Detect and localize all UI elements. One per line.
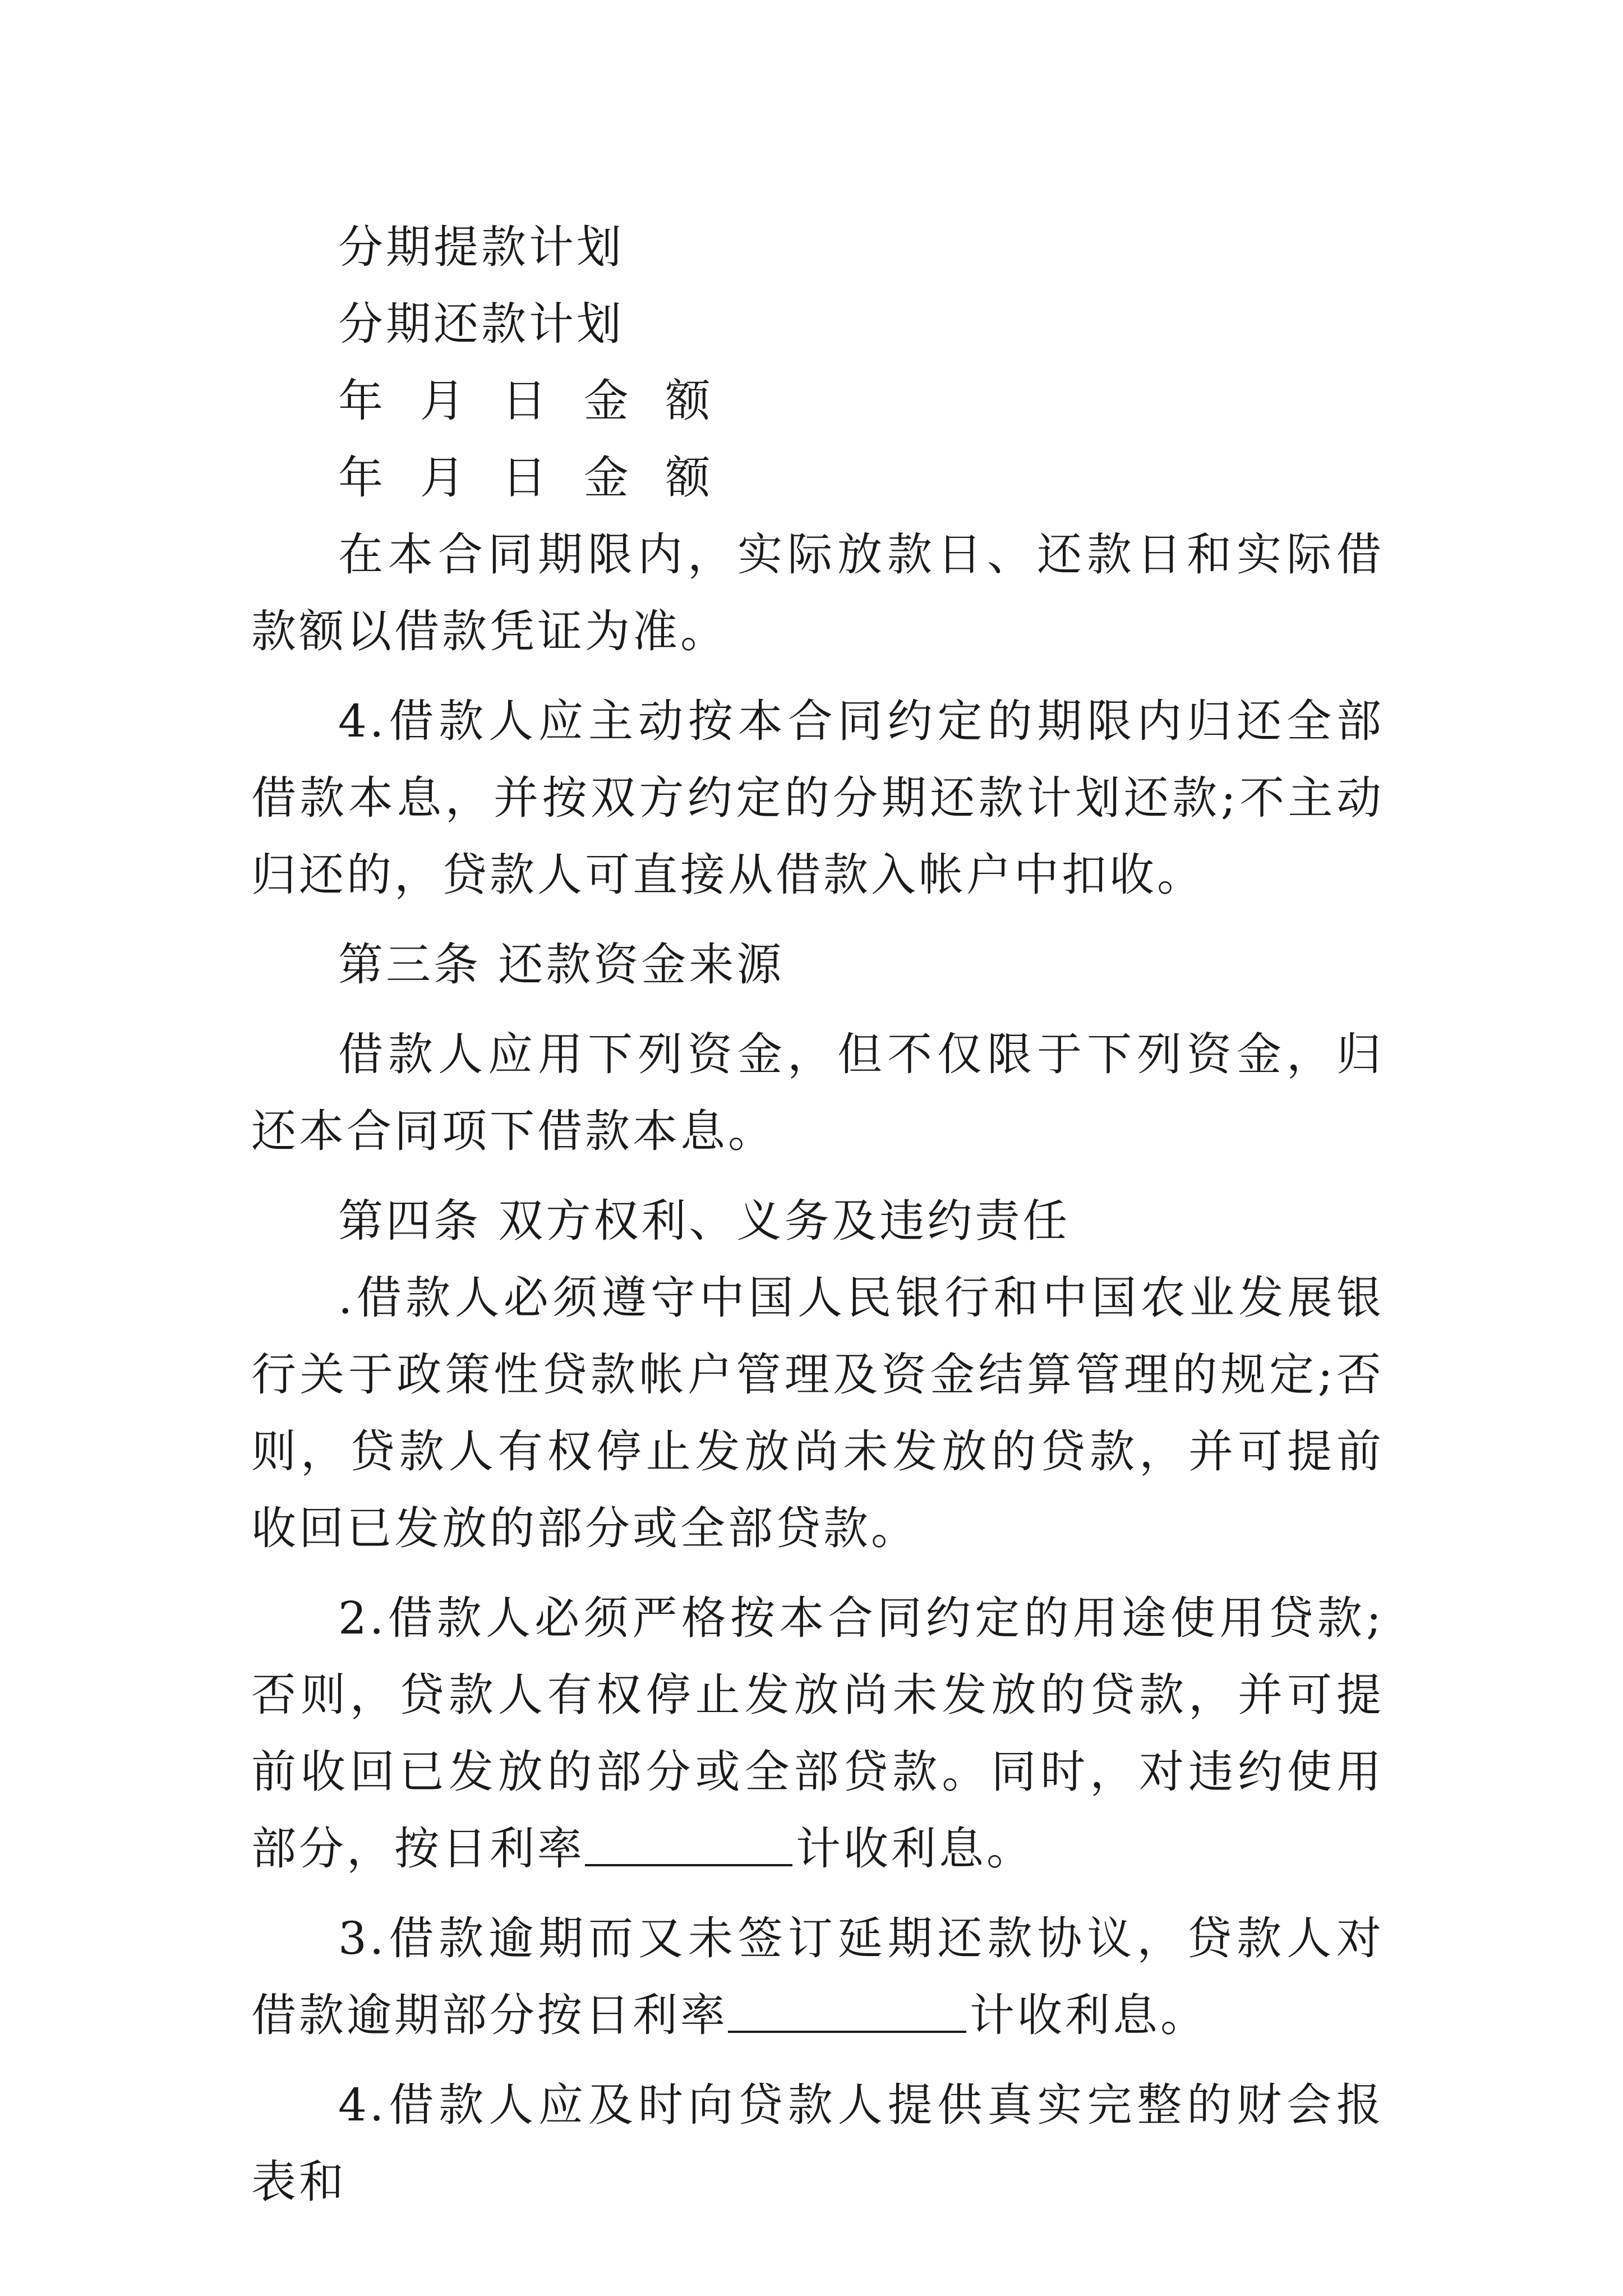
draw-plan-title: 分期提款计划 xyxy=(338,221,624,273)
repay-plan-title: 分期还款计划 xyxy=(338,298,624,350)
daily-rate-blank xyxy=(585,1864,792,1866)
clause-account-management: .借款人必须遵守中国人民银行和中国农业发展银行关于政策性贷款帐户管理及资金结算管理的规定;否则，贷款人有权停止发放尚未发放的贷款，并可提前收回已发放的部分或全部贷款。 xyxy=(251,1272,1384,1554)
date-amount-row: 年 月 日 金 额 xyxy=(338,375,713,427)
article-4-heading: 第四条 双方权利、义务及违约责任 xyxy=(338,1195,1071,1247)
loan-voucher-note: 在本合同期限内，实际放款日、还款日和实际借款额以借款凭证为准。 xyxy=(251,528,1384,657)
overdue-rate-blank xyxy=(728,2031,966,2033)
clause-loan-usage-tail: 计收利息。 xyxy=(796,1823,1034,1875)
clause-repay-principal: 4.借款人应主动按本合同约定的期限内归还全部借款本息，并按双方约定的分期还款计划还款;不主动归还的，贷款人可直接从借款入帐户中扣收。 xyxy=(251,695,1384,901)
clause-loan-usage xyxy=(251,1580,1384,1887)
article-3-text: 借款人应用下列资金，但不仅限于下列资金，归还本合同项下借款本息。 xyxy=(251,1028,1384,1157)
clause-overdue-tail: 计收利息。 xyxy=(970,1989,1208,2041)
contract-body xyxy=(251,209,1384,2220)
article-3-heading: 第三条 还款资金来源 xyxy=(338,938,785,991)
clause-overdue xyxy=(251,1900,1384,2054)
clause-overdue-text: 3.借款逾期而又未签订延期还款协议，贷款人对借款逾期部分按日利率 xyxy=(251,1912,1384,2041)
clause-financial-reports: 4.借款人应及时向贷款人提供真实完整的财会报表和 xyxy=(251,2079,1384,2208)
date-amount-row: 年 月 日 金 额 xyxy=(338,452,713,504)
clause-loan-usage-text: 2.借款人必须严格按本合同约定的用途使用贷款;否则，贷款人有权停止发放尚未发放的贷款，并可提前收回已发放的部分或全部贷款。同时，对违约使用部分，按日利率 xyxy=(251,1592,1384,1875)
